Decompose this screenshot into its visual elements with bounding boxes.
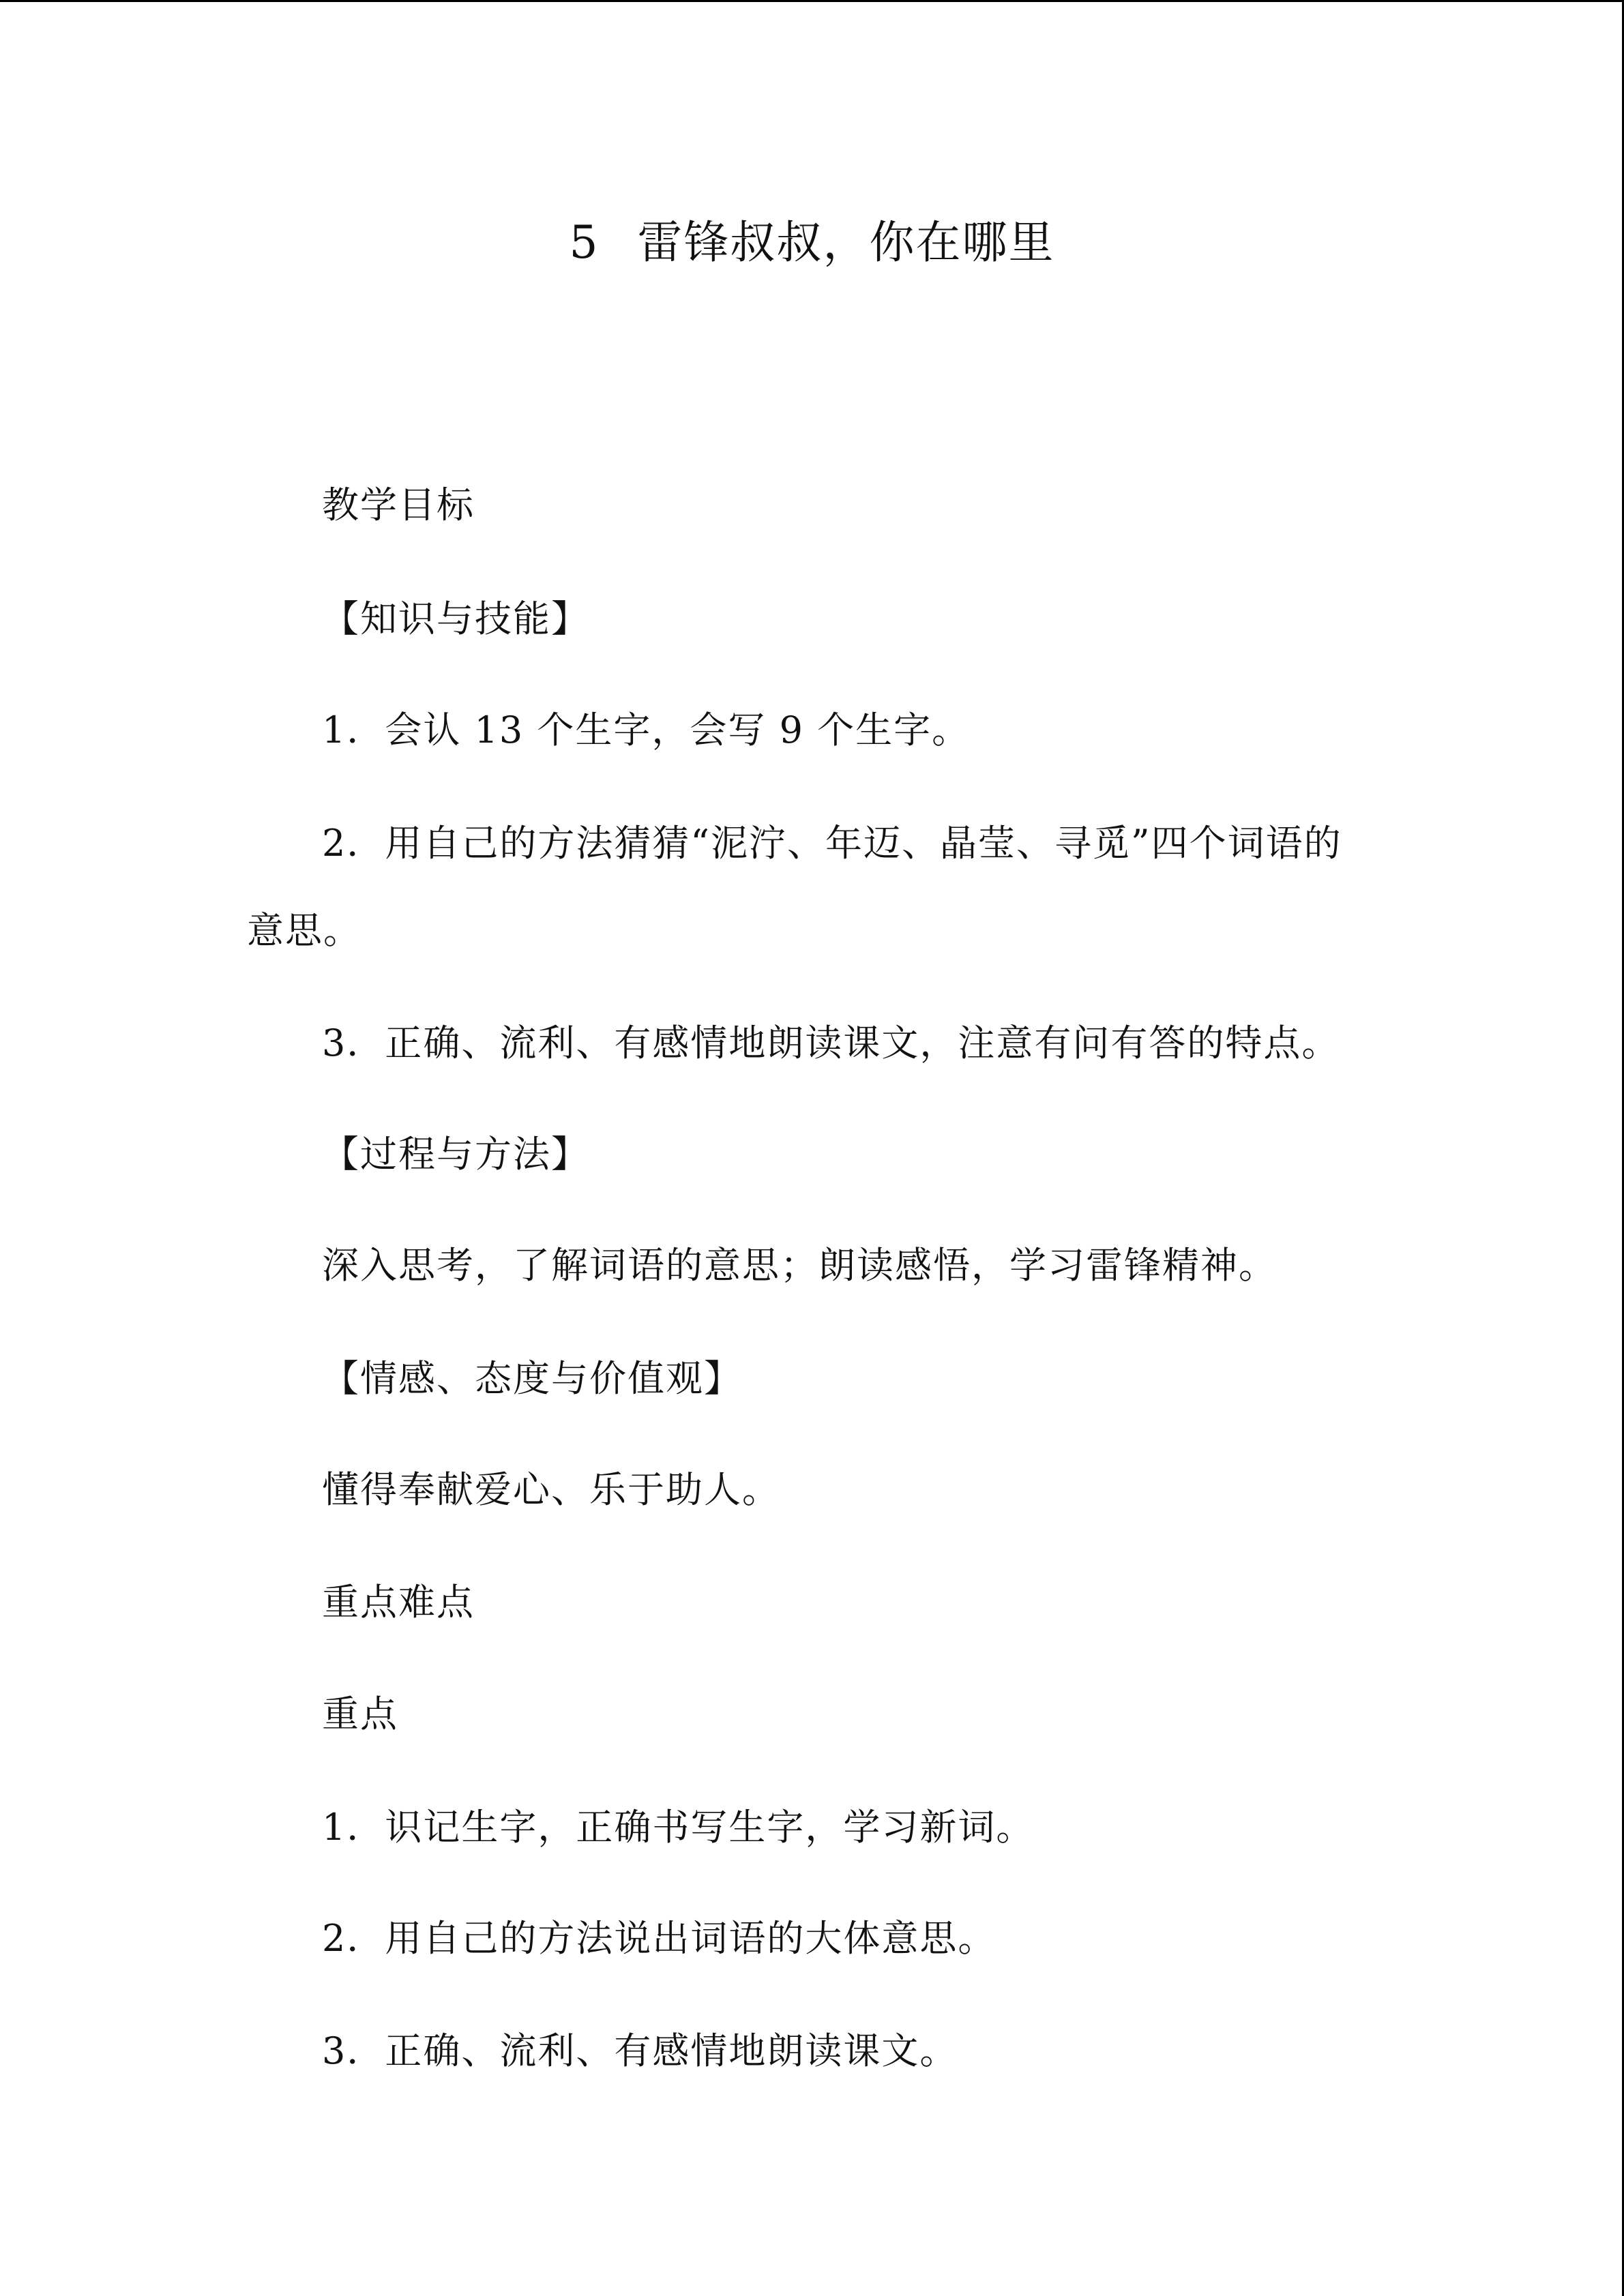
key-difficult-heading: 重点难点 (322, 1581, 475, 1624)
lesson-title-text: 雷锋叔叔，你在哪里 (637, 216, 1055, 269)
knowledge-item-2-continuation: 意思。 (247, 909, 361, 952)
key-item-1: 1．识记生字，正确书写生字，学习新词。 (322, 1806, 1035, 1849)
knowledge-item-3: 3．正确、流利、有感情地朗读课文，注意有问有答的特点。 (322, 1022, 1340, 1064)
objectives-heading: 教学目标 (322, 483, 475, 526)
emotion-values-heading: 【情感、态度与价值观】 (322, 1357, 742, 1400)
knowledge-item-1: 1．会认 13 个生字，会写 9 个生字。 (322, 709, 971, 751)
key-points-heading: 重点 (322, 1693, 398, 1735)
process-method-text: 深入思考，了解词语的意思；朗读感悟，学习雷锋精神。 (322, 1244, 1277, 1287)
emotion-values-text: 懂得奉献爱心、乐于助人。 (322, 1468, 780, 1511)
process-method-heading: 【过程与方法】 (322, 1133, 589, 1176)
key-item-3: 3．正确、流利、有感情地朗读课文。 (322, 2029, 958, 2072)
lesson-number: 5 (569, 216, 600, 269)
key-item-2: 2．用自己的方法说出词语的大体意思。 (322, 1917, 996, 1960)
knowledge-skills-heading: 【知识与技能】 (322, 597, 589, 640)
lesson-title (0, 212, 1624, 273)
knowledge-item-2: 2．用自己的方法猜猜“泥泞、年迈、晶莹、寻觅”四个词语的 (322, 822, 1342, 865)
